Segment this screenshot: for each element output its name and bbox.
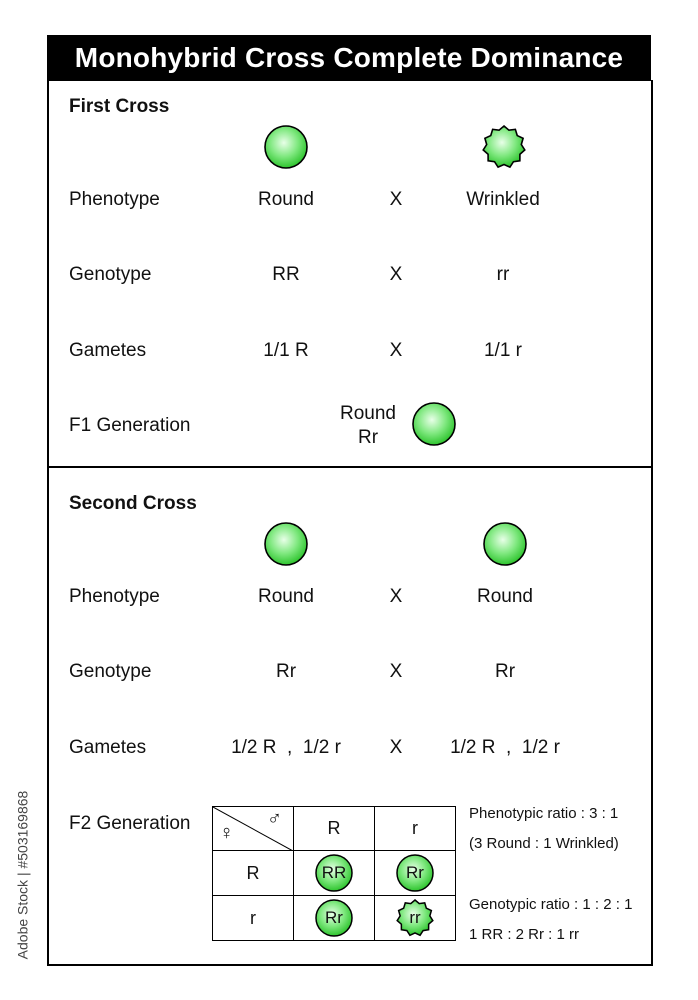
second-gametes-left: 1/2 R , 1/2 r: [231, 737, 341, 758]
phenotypic-detail: (3 Round : 1 Wrinkled): [469, 835, 619, 852]
punnett-col-header: r: [375, 807, 456, 851]
punnett-cell: [294, 851, 375, 896]
first-gametes-label: Gametes: [69, 340, 147, 361]
punnett-row-header: R: [213, 851, 294, 896]
f1-genotype: Rr: [357, 427, 379, 448]
female-symbol-icon: ♀: [219, 822, 234, 844]
first-gametes-left: 1/1 R: [263, 340, 309, 361]
stock-credit: [10, 760, 34, 990]
round-pea-icon: [263, 124, 309, 170]
second-cross-heading: Second Cross: [69, 493, 197, 514]
male-symbol-icon: ♂: [267, 808, 282, 830]
genotypic-detail: 1 RR : 2 Rr : 1 rr: [469, 926, 580, 943]
phenotypic-ratio: Phenotypic ratio : 3 : 1: [469, 805, 619, 822]
second-gametes-label: Gametes: [69, 737, 147, 758]
genotypic-ratio: Genotypic ratio : 1 : 2 : 1: [469, 896, 633, 913]
punnett-cell: [375, 896, 456, 941]
punnett-corner-cell: [213, 807, 294, 851]
punnett-row-header: r: [213, 896, 294, 941]
cross-symbol: X: [389, 340, 403, 361]
first-genotype-label: Genotype: [69, 264, 152, 285]
f1-phenotype: Round: [340, 403, 396, 424]
punnett-genotype: RR: [321, 863, 347, 882]
second-genotype-label: Genotype: [69, 661, 152, 682]
punnett-square: [212, 806, 456, 940]
second-genotype-left: Rr: [275, 661, 297, 682]
cross-symbol: X: [389, 661, 403, 682]
first-phenotype-left: Round: [258, 189, 314, 210]
wrinkled-pea-icon: [481, 124, 527, 170]
second-genotype-right: Rr: [494, 661, 516, 682]
punnett-cell: [375, 851, 456, 896]
punnett-genotype: rr: [409, 908, 421, 927]
cross-symbol: X: [389, 264, 403, 285]
f2-generation-label: F2 Generation: [69, 813, 191, 834]
diagram-title: Monohybrid Cross Complete Dominance: [47, 35, 651, 81]
first-phenotype-label: Phenotype: [69, 189, 160, 210]
section-divider: [47, 466, 651, 468]
cross-symbol: X: [389, 189, 403, 210]
second-gametes-right: 1/2 R , 1/2 r: [450, 737, 560, 758]
punnett-genotype: Rr: [406, 863, 424, 882]
round-pea-icon: [482, 521, 528, 567]
first-phenotype-right: Wrinkled: [466, 189, 540, 210]
first-gametes-right: 1/1 r: [483, 340, 523, 361]
punnett-genotype: Rr: [325, 908, 343, 927]
f1-generation-label: F1 Generation: [69, 415, 191, 436]
second-phenotype-left: Round: [258, 586, 314, 607]
stock-credit-text: Adobe Stock | #503169868: [14, 790, 31, 960]
second-phenotype-label: Phenotype: [69, 586, 160, 607]
cross-symbol: X: [389, 737, 403, 758]
second-phenotype-right: Round: [477, 586, 533, 607]
cross-symbol: X: [389, 586, 403, 607]
punnett-col-header: R: [294, 807, 375, 851]
first-genotype-right: rr: [496, 264, 510, 285]
round-pea-icon: [263, 521, 309, 567]
first-cross-heading: First Cross: [69, 96, 170, 117]
round-pea-icon: [411, 401, 457, 447]
first-genotype-left: RR: [272, 264, 300, 285]
punnett-cell: [294, 896, 375, 941]
